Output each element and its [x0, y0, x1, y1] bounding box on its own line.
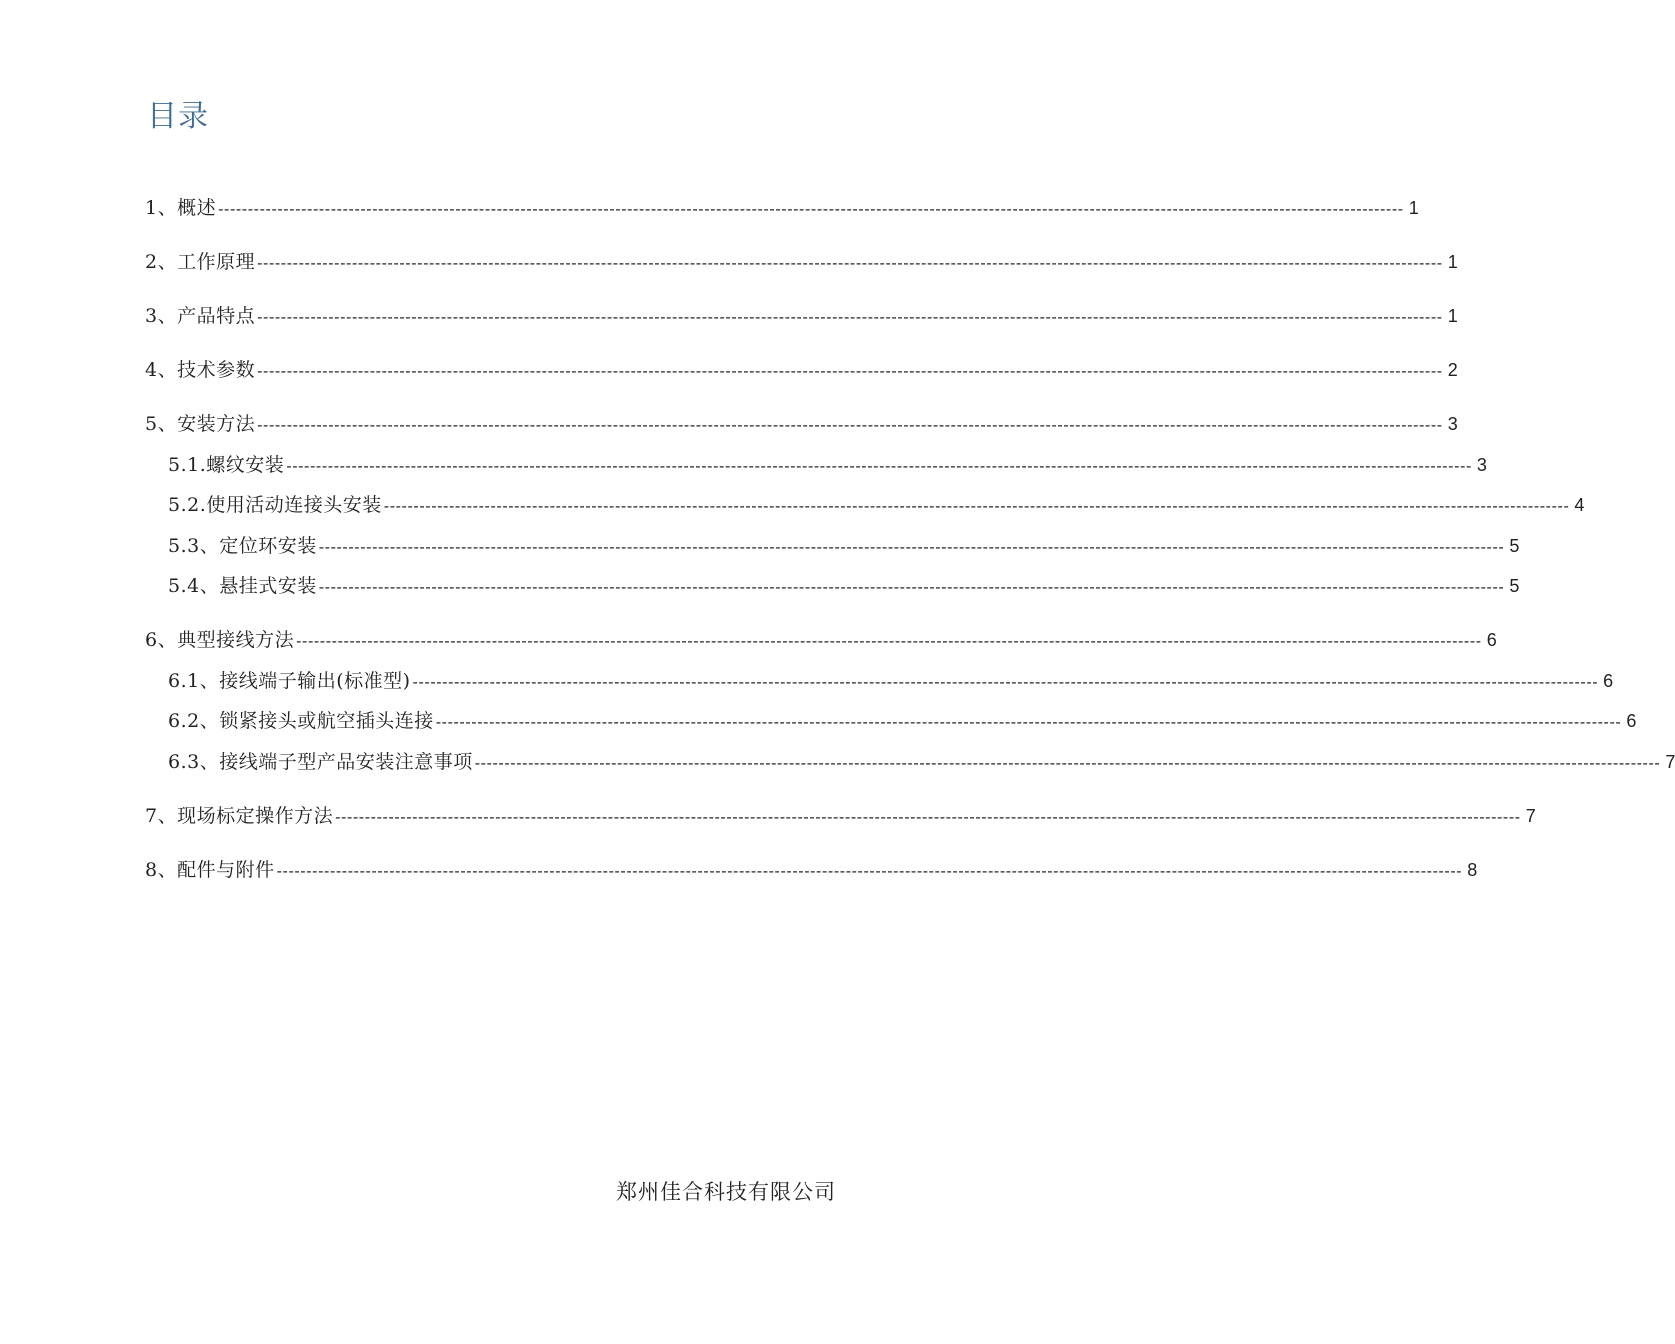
toc-entry-6-2[interactable] — [168, 707, 1637, 735]
toc-leader: -------------------------------------------------------------------------------------------------------------------------------------------------------------------------------------------------------- — [435, 714, 1622, 731]
toc-entry-label: 4、技术参数 — [145, 359, 256, 381]
toc-leader: -------------------------------------------------------------------------------------------------------------------------------------------------------------------------------------------------------- — [296, 633, 1482, 650]
toc-entry-label: 2、工作原理 — [145, 251, 256, 273]
toc-entry-page: 1 — [1408, 198, 1419, 218]
toc-entry-label: 5.1.螺纹安装 — [168, 454, 285, 476]
toc-entry-page: 5 — [1509, 536, 1520, 556]
toc-entry-page: 8 — [1467, 860, 1478, 880]
toc-leader: -------------------------------------------------------------------------------------------------------------------------------------------------------------------------------------------------------- — [276, 863, 1463, 880]
toc-entry-page: 3 — [1476, 455, 1487, 475]
toc-entry-6[interactable] — [145, 626, 1497, 654]
toc-entry-7[interactable] — [145, 802, 1536, 830]
toc-entry-label: 5、安装方法 — [145, 413, 256, 435]
toc-leader: -------------------------------------------------------------------------------------------------------------------------------------------------------------------------------------------------------- — [286, 458, 1472, 475]
toc-entry-5-1[interactable] — [168, 451, 1487, 479]
toc-leader: -------------------------------------------------------------------------------------------------------------------------------------------------------------------------------------------------------- — [474, 755, 1661, 772]
toc-leader: -------------------------------------------------------------------------------------------------------------------------------------------------------------------------------------------------------- — [318, 539, 1505, 556]
company-name: 郑州佳合科技有限公司 — [616, 1180, 836, 1204]
toc-entry-label: 6、典型接线方法 — [145, 629, 295, 651]
toc-entry-page: 7 — [1665, 752, 1675, 772]
toc-entry-5-3[interactable] — [168, 532, 1520, 560]
toc-entry-page: 1 — [1447, 306, 1458, 326]
toc-entry-page: 6 — [1486, 630, 1497, 650]
page-title: 目录 — [147, 99, 209, 134]
toc-entry-page: 3 — [1447, 414, 1458, 434]
toc-leader: -------------------------------------------------------------------------------------------------------------------------------------------------------------------------------------------------------- — [383, 498, 1570, 515]
toc-entry-3[interactable] — [145, 302, 1458, 330]
toc-leader: -------------------------------------------------------------------------------------------------------------------------------------------------------------------------------------------------------- — [218, 201, 1404, 218]
toc-leader: -------------------------------------------------------------------------------------------------------------------------------------------------------------------------------------------------------- — [257, 309, 1443, 326]
toc-entry-page: 1 — [1447, 252, 1458, 272]
toc-entry-page: 7 — [1525, 806, 1536, 826]
toc-leader: -------------------------------------------------------------------------------------------------------------------------------------------------------------------------------------------------------- — [257, 363, 1443, 380]
toc-entry-5-2[interactable] — [168, 491, 1585, 519]
toc-leader: -------------------------------------------------------------------------------------------------------------------------------------------------------------------------------------------------------- — [318, 579, 1505, 596]
toc-entry-label: 3、产品特点 — [145, 305, 256, 327]
toc-entry-1[interactable] — [145, 194, 1419, 222]
toc-entry-page: 2 — [1447, 360, 1458, 380]
toc-leader: -------------------------------------------------------------------------------------------------------------------------------------------------------------------------------------------------------- — [335, 809, 1521, 826]
toc-leader: -------------------------------------------------------------------------------------------------------------------------------------------------------------------------------------------------------- — [257, 417, 1443, 434]
toc-entry-page: 4 — [1574, 495, 1585, 515]
toc-entry-label: 7、现场标定操作方法 — [145, 805, 334, 827]
toc-entry-label: 6.1、接线端子输出(标准型) — [168, 670, 411, 692]
toc-entry-6-3[interactable] — [168, 748, 1675, 776]
toc-entry-label: 6.2、锁紧接头或航空插头连接 — [168, 710, 434, 732]
toc-leader: -------------------------------------------------------------------------------------------------------------------------------------------------------------------------------------------------------- — [412, 674, 1599, 691]
toc-entry-label: 5.3、定位环安装 — [168, 535, 317, 557]
toc-entry-5-4[interactable] — [168, 572, 1520, 600]
toc-entry-label: 5.4、悬挂式安装 — [168, 575, 317, 597]
toc-leader: -------------------------------------------------------------------------------------------------------------------------------------------------------------------------------------------------------- — [257, 255, 1443, 272]
toc-entry-page: 6 — [1626, 711, 1637, 731]
toc-entry-6-1[interactable] — [168, 667, 1614, 695]
toc-entry-4[interactable] — [145, 356, 1458, 384]
toc-entry-label: 5.2.使用活动连接头安装 — [168, 494, 382, 516]
toc-entry-label: 6.3、接线端子型产品安装注意事项 — [168, 751, 473, 773]
toc-entry-8[interactable] — [145, 856, 1478, 884]
toc-entry-label: 8、配件与附件 — [145, 859, 275, 881]
toc-entry-page: 5 — [1509, 576, 1520, 596]
toc-entry-5[interactable] — [145, 410, 1458, 438]
toc-entry-2[interactable] — [145, 248, 1458, 276]
toc-entry-page: 6 — [1603, 671, 1614, 691]
toc-entry-label: 1、概述 — [145, 197, 217, 219]
